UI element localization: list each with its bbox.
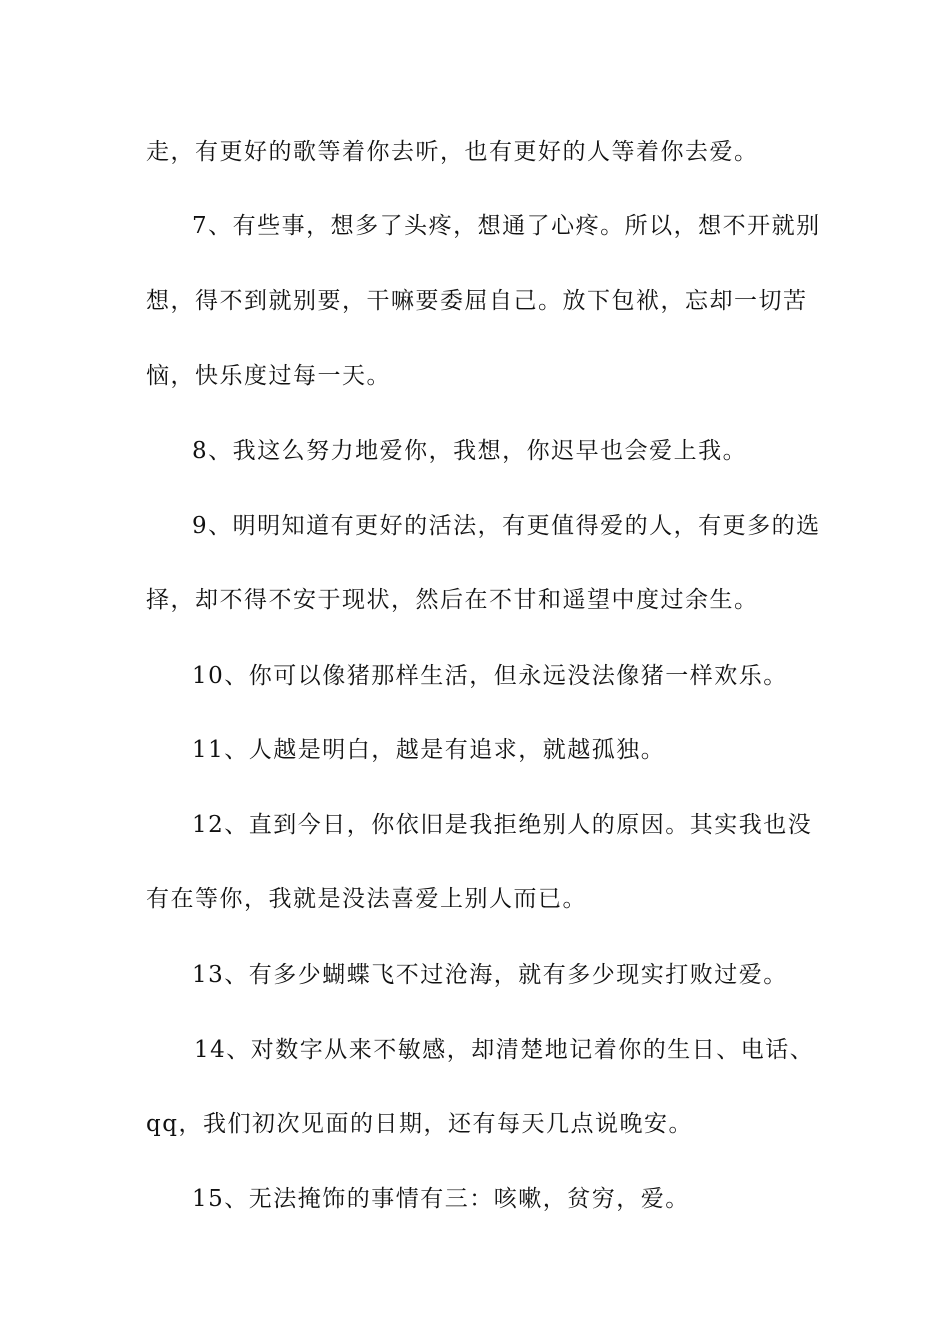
text-line: 想，得不到就别要，干嘛要委屈自己。放下包袱，忘却一切苦 [146,288,808,314]
text-line: 10、你可以像猪那样生活，但永远没法像猪一样欢乐。 [192,663,788,689]
text-line: qq，我们初次见面的日期，还有每天几点说晚安。 [146,1111,693,1137]
text-line: 8、我这么努力地爱你，我想，你迟早也会爱上我。 [192,438,748,464]
text-line: 有在等你，我就是没法喜爱上别人而已。 [146,886,587,912]
text-line: 9、明明知道有更好的活法，有更值得爱的人，有更多的选 [192,513,821,539]
text-line: 走，有更好的歌等着你去听，也有更好的人等着你去爱。 [146,139,759,165]
text-line: 7、有些事，想多了头疼，想通了心疼。所以，想不开就别 [192,213,821,239]
text-line: 12、直到今日，你依旧是我拒绝别人的原因。其实我也没 [192,812,813,838]
text-line: 择，却不得不安于现状，然后在不甘和遥望中度过余生。 [146,587,759,613]
text-line: 13、有多少蝴蝶飞不过沧海，就有多少现实打败过爱。 [192,962,788,988]
text-line: 14、对数字从来不敏感，却清楚地记着你的生日、电话、 [194,1037,815,1063]
text-line: 11、人越是明白，越是有追求，就越孤独。 [192,737,666,763]
text-line: 15、无法掩饰的事情有三：咳嗽，贫穷，爱。 [192,1186,690,1212]
text-line: 恼，快乐度过每一天。 [146,363,391,389]
